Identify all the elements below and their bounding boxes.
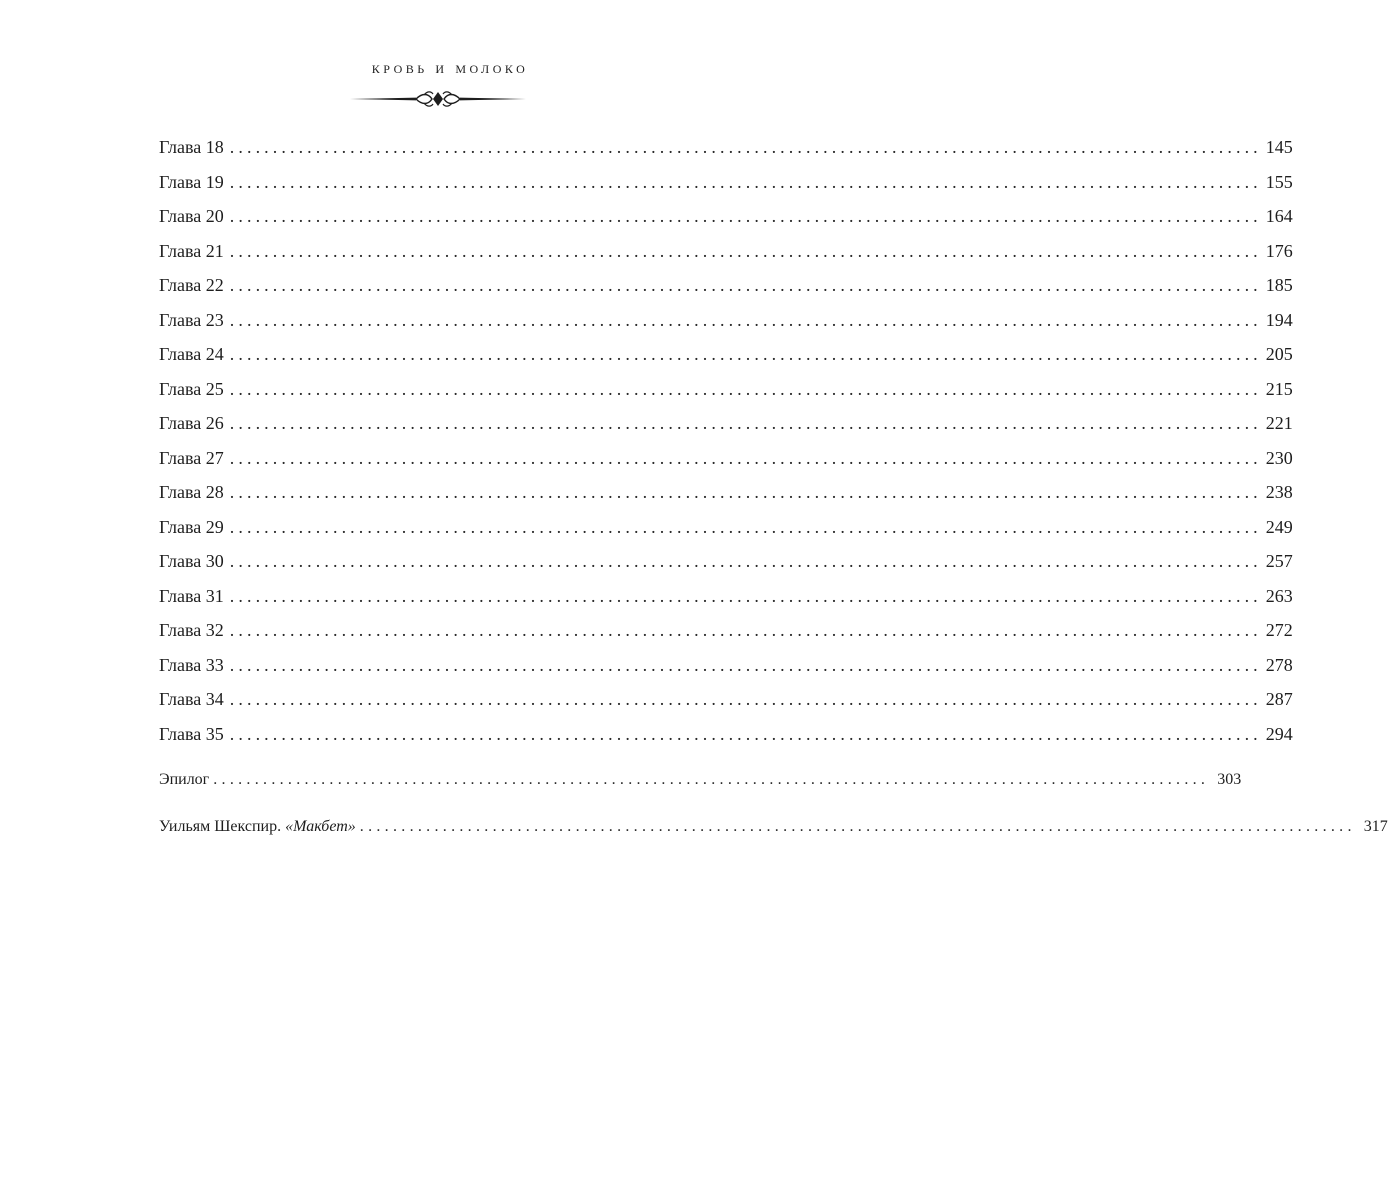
toc-entry-page: 272 — [1265, 620, 1293, 640]
toc-entry[interactable] — [159, 583, 1293, 618]
running-head-title: кровь и молоко — [371, 58, 529, 77]
toc-entry[interactable] — [159, 617, 1293, 652]
toc-entry-page: 238 — [1265, 482, 1293, 502]
toc-entry-label: Глава 33 — [159, 654, 224, 675]
toc-entry-label: Глава 29 — [159, 516, 224, 537]
dot-leader: ........................................................................................................................ — [229, 723, 1262, 744]
toc-entry-label: Глава 35 — [159, 723, 224, 744]
toc-entry-page: 205 — [1265, 344, 1293, 364]
toc-entry-label: Глава 19 — [159, 171, 224, 192]
dot-leader: ........................................................................................................................ — [229, 413, 1262, 433]
table-of-contents — [159, 134, 1388, 860]
toc-entry[interactable] — [159, 548, 1293, 583]
dot-leader: ........................................................................................................................ — [229, 654, 1262, 675]
dot-leader: ........................................................................................................................ — [229, 206, 1262, 226]
toc-entry-page: 176 — [1265, 240, 1293, 261]
toc-entry-page: 294 — [1265, 723, 1293, 744]
chapter-list — [159, 134, 1293, 755]
toc-entry[interactable] — [159, 134, 1293, 169]
toc-entry-label: Глава 32 — [159, 620, 224, 640]
toc-entry-page: 230 — [1265, 447, 1293, 468]
toc-entry-appendix[interactable] — [159, 813, 1388, 860]
toc-entry[interactable] — [159, 445, 1293, 480]
dot-leader: ........................................................................................................................ — [229, 171, 1262, 192]
toc-entry[interactable] — [159, 341, 1293, 376]
toc-entry-page: 303 — [1217, 771, 1242, 788]
dot-leader: ........................................................................................................................ — [213, 771, 1210, 788]
appendix-work-title: «Макбет» — [285, 818, 356, 835]
dot-leader: ........................................................................................................................ — [229, 344, 1262, 364]
dot-leader: ........................................................................................................................ — [229, 447, 1262, 468]
toc-entry-label: Глава 23 — [159, 309, 224, 330]
dot-leader: ........................................................................................................................ — [229, 240, 1262, 261]
dot-leader: ........................................................................................................................ — [229, 516, 1262, 537]
toc-entry[interactable] — [159, 307, 1293, 342]
toc-entry[interactable] — [159, 169, 1293, 204]
dot-leader: ........................................................................................................................ — [359, 818, 1356, 835]
dot-leader: ........................................................................................................................ — [229, 620, 1262, 640]
appendix-author: Уильям Шекспир. — [159, 818, 286, 835]
dot-leader: ........................................................................................................................ — [229, 585, 1262, 606]
toc-entry-page: 249 — [1265, 516, 1293, 537]
toc-entry-label — [159, 813, 356, 840]
toc-entry[interactable] — [159, 410, 1293, 445]
toc-entry-page: 185 — [1265, 275, 1293, 295]
toc-entry-page: 257 — [1265, 551, 1293, 571]
toc-entry-label: Глава 28 — [159, 482, 224, 502]
dot-leader: ........................................................................................................................ — [229, 689, 1262, 709]
toc-entry-page: 145 — [1265, 137, 1293, 157]
toc-entry-label: Глава 25 — [159, 378, 224, 399]
toc-entry-page: 278 — [1265, 654, 1293, 675]
toc-entry-label: Глава 27 — [159, 447, 224, 468]
toc-entry-page: 194 — [1265, 309, 1293, 330]
toc-entry[interactable] — [159, 272, 1293, 307]
toc-entry[interactable] — [159, 203, 1293, 238]
toc-entry[interactable] — [159, 686, 1293, 721]
toc-entry-label: Глава 18 — [159, 137, 224, 157]
toc-entry-page: 287 — [1265, 689, 1293, 709]
toc-entry-label: Глава 22 — [159, 275, 224, 295]
toc-entry-page: 155 — [1265, 171, 1293, 192]
toc-entry-page: 221 — [1265, 413, 1293, 433]
dot-leader: ........................................................................................................................ — [229, 551, 1262, 571]
dot-leader: ........................................................................................................................ — [229, 309, 1262, 330]
toc-entry-label: Глава 24 — [159, 344, 224, 364]
toc-entry-label: Глава 34 — [159, 689, 224, 709]
toc-entry-label: Глава 26 — [159, 413, 224, 433]
toc-entry[interactable] — [159, 652, 1293, 687]
toc-entry-page: 263 — [1265, 585, 1293, 606]
toc-entry-label: Глава 30 — [159, 551, 224, 571]
toc-entry-label: Глава 20 — [159, 206, 224, 226]
flourish-ornament-icon — [350, 88, 526, 110]
toc-entry-label: Эпилог — [159, 771, 210, 788]
toc-entry-page: 164 — [1265, 206, 1293, 226]
toc-entry-label: Глава 21 — [159, 240, 224, 261]
toc-entry-page: 317 — [1363, 818, 1388, 835]
dot-leader: ........................................................................................................................ — [229, 137, 1262, 157]
toc-entry[interactable] — [159, 479, 1293, 514]
dot-leader: ........................................................................................................................ — [229, 482, 1262, 502]
dot-leader: ........................................................................................................................ — [229, 378, 1262, 399]
toc-entry-page: 215 — [1265, 378, 1293, 399]
toc-entry[interactable] — [159, 376, 1293, 411]
toc-entry[interactable] — [159, 238, 1293, 273]
toc-entry[interactable] — [159, 721, 1293, 756]
toc-entry-label: Глава 31 — [159, 585, 224, 606]
toc-entry[interactable] — [159, 514, 1293, 549]
dot-leader: ........................................................................................................................ — [229, 275, 1262, 295]
toc-entry-epilogue[interactable] — [159, 766, 1242, 813]
